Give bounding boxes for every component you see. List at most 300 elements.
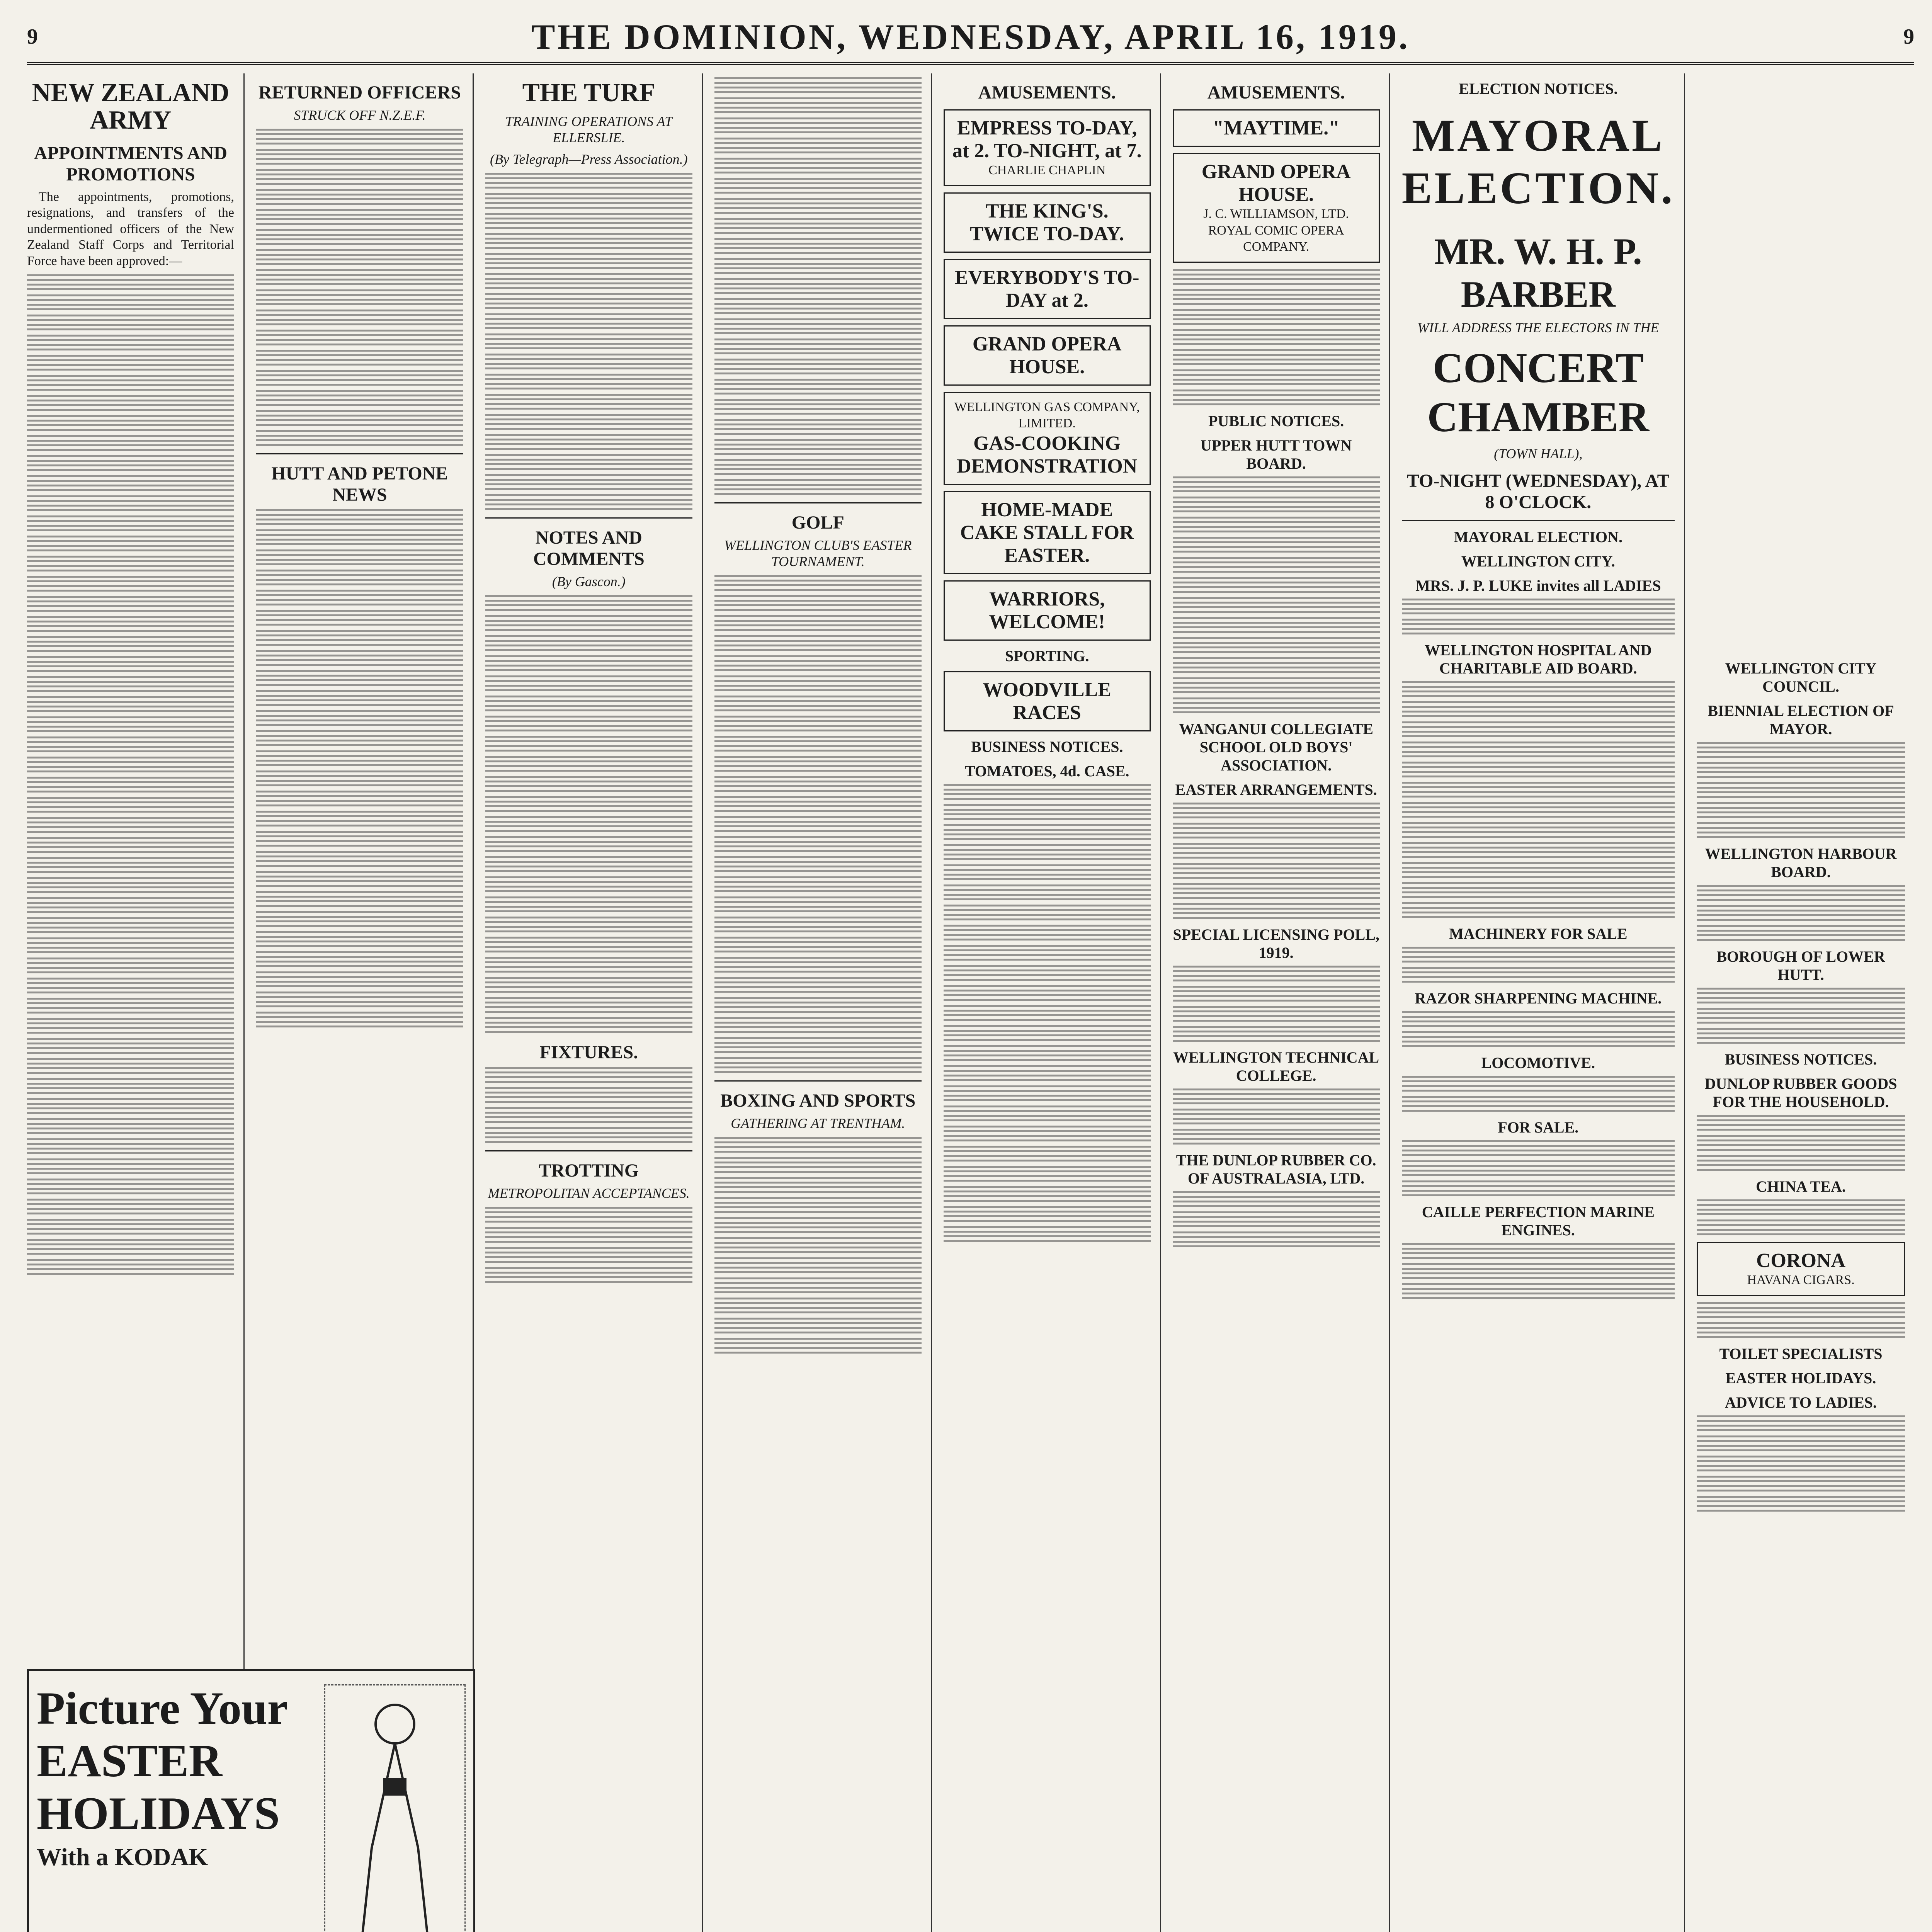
text-block — [485, 896, 692, 913]
text-block — [714, 158, 922, 174]
kodak-holidays: HOLIDAYS — [37, 1787, 280, 1839]
text-block — [714, 258, 922, 274]
masthead-title: THE DOMINION, WEDNESDAY, APRIL 16, 1919. — [531, 17, 1410, 56]
text-block — [714, 635, 922, 651]
chaplin-line: CHARLIE CHAPLIN — [988, 163, 1106, 177]
caille-heading: CAILLE PERFECTION MARINE ENGINES. — [1422, 1203, 1655, 1239]
text-block — [714, 1197, 922, 1213]
text-block — [27, 797, 234, 813]
text-block — [485, 876, 692, 893]
text-block — [485, 1247, 692, 1263]
text-block — [1173, 986, 1380, 1002]
text-block — [27, 1239, 234, 1255]
text-block — [1697, 782, 1905, 798]
text-block — [944, 1105, 1151, 1122]
column-amusements-a — [944, 73, 1161, 1932]
divider — [485, 517, 692, 519]
turf-heading: THE TURF — [522, 78, 656, 107]
press-byline: (By Telegraph—Press Association.) — [490, 151, 688, 167]
text-block — [1173, 843, 1380, 859]
text-block — [1173, 1088, 1380, 1105]
text-block — [256, 851, 463, 867]
text-block — [1402, 1263, 1675, 1279]
acceptances-heading: METROPOLITAN ACCEPTANCES. — [488, 1185, 690, 1201]
text-block — [27, 937, 234, 954]
text-block — [714, 957, 922, 973]
text-block — [485, 977, 692, 993]
text-block — [1173, 329, 1380, 345]
gas-company: WELLINGTON GAS COMPANY, LIMITED. — [954, 400, 1140, 430]
text-block — [1173, 537, 1380, 553]
text-block — [1173, 1129, 1380, 1145]
everybodys-title: EVERYBODY'S TO-DAY at 2. — [955, 266, 1139, 311]
dunlop-heading: THE DUNLOP RUBBER CO. OF AUSTRALASIA, LTD. — [1176, 1151, 1376, 1187]
corona-title: CORONA — [1756, 1250, 1846, 1272]
kodak-easter: EASTER — [37, 1735, 223, 1786]
text-block — [1173, 1006, 1380, 1022]
text-block — [714, 77, 922, 94]
text-block — [1173, 617, 1380, 633]
text-block — [27, 596, 234, 612]
text-block — [485, 253, 692, 269]
text-block — [1402, 599, 1675, 615]
column-returned — [256, 73, 474, 1932]
woodville-ad — [944, 671, 1151, 731]
wanganui-heading: WANGANUI COLLEGIATE SCHOOL OLD BOYS' ASSOCIATION. — [1179, 720, 1373, 774]
town-hall: (TOWN HALL), — [1494, 446, 1583, 461]
text-block — [944, 1065, 1151, 1082]
amusements-heading: AMUSEMENTS. — [978, 82, 1116, 103]
cake-stall-title: HOME-MADE CAKE STALL FOR EASTER. — [960, 498, 1134, 566]
text-block — [714, 1318, 922, 1334]
text-block — [714, 318, 922, 335]
text-block — [27, 616, 234, 632]
text-block — [485, 836, 692, 852]
text-block — [485, 997, 692, 1013]
text-block — [485, 736, 692, 752]
grand-opera-title: GRAND OPERA HOUSE. — [1201, 161, 1351, 206]
luke-heading: MRS. J. P. LUKE invites all LADIES — [1415, 577, 1661, 594]
text-block — [256, 911, 463, 927]
divider — [714, 1080, 922, 1082]
text-block — [256, 410, 463, 426]
text-block — [714, 1277, 922, 1294]
text-block — [256, 730, 463, 747]
text-block — [1173, 517, 1380, 533]
kings-ad — [944, 192, 1151, 253]
trentham-heading: GATHERING AT TRENTHAM. — [731, 1116, 905, 1131]
text-block — [944, 1166, 1151, 1182]
text-block — [714, 836, 922, 852]
maytime-title: "MAYTIME." — [1213, 117, 1340, 139]
text-block — [256, 971, 463, 988]
hospital-heading: WELLINGTON HOSPITAL AND CHARITABLE AID BOARD. — [1425, 641, 1652, 677]
text-block — [1697, 1008, 1905, 1024]
text-block — [1402, 862, 1675, 878]
appointments-lead: The appointments, promotions, resignations, and transfers of the undermentioned officers of the New Zealand Staff Corps and Territorial Force have been approved:— — [27, 189, 234, 268]
text-block — [1173, 1211, 1380, 1228]
text-block — [485, 273, 692, 289]
kings-title: THE KING'S. TWICE TO-DAY. — [970, 200, 1124, 245]
gas-ad — [944, 392, 1151, 485]
text-block — [714, 439, 922, 455]
text-block — [27, 877, 234, 893]
text-block — [485, 414, 692, 430]
text-block — [944, 804, 1151, 820]
text-block — [714, 595, 922, 611]
text-block — [714, 1257, 922, 1274]
text-block — [485, 1267, 692, 1283]
text-block — [1402, 701, 1675, 718]
text-block — [944, 905, 1151, 921]
text-block — [1173, 657, 1380, 673]
text-block — [256, 549, 463, 566]
text-block — [714, 338, 922, 355]
text-block — [485, 313, 692, 330]
text-block — [27, 636, 234, 652]
text-block — [1402, 1011, 1675, 1027]
text-block — [27, 1058, 234, 1074]
masthead — [27, 12, 1914, 65]
text-block — [27, 1018, 234, 1034]
text-block — [1402, 967, 1675, 983]
text-block — [485, 374, 692, 390]
text-block — [944, 1226, 1151, 1242]
text-block — [1697, 1219, 1905, 1236]
text-block — [256, 871, 463, 887]
text-block — [1402, 762, 1675, 778]
text-block — [485, 776, 692, 792]
text-block — [256, 831, 463, 847]
text-block — [256, 951, 463, 968]
text-block — [1402, 882, 1675, 898]
maytime-ad — [1173, 109, 1380, 147]
warriors-ad — [944, 580, 1151, 641]
text-block — [256, 770, 463, 787]
text-block — [485, 293, 692, 310]
column-election-a — [1402, 73, 1685, 1932]
golf-heading: GOLF — [791, 512, 844, 533]
text-block — [485, 233, 692, 249]
text-block — [714, 1157, 922, 1173]
trotting-heading: TROTTING — [539, 1160, 639, 1181]
china-tea-heading: CHINA TEA. — [1756, 1178, 1846, 1195]
text-block — [714, 1298, 922, 1314]
empress-ad — [944, 109, 1151, 186]
text-block — [256, 610, 463, 626]
text-block — [1402, 1180, 1675, 1197]
fixtures-heading: FIXTURES. — [539, 1042, 638, 1063]
text-block — [256, 289, 463, 306]
grand-opera-ad — [1173, 153, 1380, 263]
text-block — [944, 1005, 1151, 1021]
locomotive-heading: LOCOMOTIVE. — [1481, 1054, 1595, 1071]
text-block — [714, 238, 922, 254]
text-block — [27, 736, 234, 753]
text-block — [714, 1037, 922, 1053]
text-block — [1173, 577, 1380, 593]
text-block — [485, 856, 692, 872]
text-block — [256, 710, 463, 726]
text-block — [1173, 823, 1380, 839]
mayoral-election-banner: MAYORAL ELECTION. — [1401, 110, 1675, 213]
text-block — [27, 978, 234, 994]
text-block — [27, 294, 234, 311]
text-block — [256, 129, 463, 145]
text-block — [1697, 925, 1905, 941]
divider — [485, 1150, 692, 1151]
page-number-left: 9 — [27, 25, 38, 49]
text-block — [485, 193, 692, 209]
text-block — [1173, 269, 1380, 285]
text-block — [27, 716, 234, 733]
text-block — [485, 434, 692, 450]
text-block — [1697, 802, 1905, 818]
text-block — [714, 917, 922, 933]
text-block — [256, 169, 463, 185]
toilet-heading: TOILET SPECIALISTS — [1719, 1345, 1883, 1362]
text-block — [1402, 1283, 1675, 1299]
text-block — [714, 117, 922, 134]
notes-heading: NOTES AND COMMENTS — [533, 527, 645, 570]
tonight-line: TO-NIGHT (WEDNESDAY), AT 8 O'CLOCK. — [1406, 471, 1670, 512]
text-block — [1173, 1026, 1380, 1042]
text-block — [485, 474, 692, 490]
text-block — [27, 576, 234, 592]
text-block — [27, 1259, 234, 1275]
text-block — [1697, 1302, 1905, 1318]
text-block — [485, 675, 692, 692]
text-block — [1402, 1160, 1675, 1177]
text-block — [1173, 597, 1380, 613]
text-block — [485, 1087, 692, 1103]
text-block — [1697, 905, 1905, 921]
column-golf — [714, 73, 932, 1932]
text-block — [944, 824, 1151, 840]
text-block — [27, 335, 234, 351]
text-block — [485, 454, 692, 470]
text-block — [944, 1146, 1151, 1162]
text-block — [714, 379, 922, 395]
text-block — [256, 370, 463, 386]
text-block — [27, 656, 234, 672]
text-block — [1173, 883, 1380, 899]
text-block — [714, 876, 922, 893]
text-block — [714, 655, 922, 672]
column-election-b — [1697, 73, 1914, 1932]
woodville-title: WOODVILLE RACES — [983, 679, 1111, 724]
text-block — [27, 837, 234, 853]
technical-college-heading: WELLINGTON TECHNICAL COLLEGE. — [1173, 1048, 1379, 1084]
text-block — [1173, 1109, 1380, 1125]
barber-name: MR. W. H. P. BARBER — [1434, 231, 1642, 315]
text-block — [1697, 988, 1905, 1004]
easter-arrangements-heading: EASTER ARRANGEMENTS. — [1175, 781, 1377, 798]
text-block — [256, 209, 463, 225]
appointments-heading: APPOINTMENTS AND PROMOTIONS — [34, 143, 227, 185]
boxing-heading: BOXING AND SPORTS — [720, 1090, 916, 1111]
text-block — [485, 796, 692, 812]
text-block — [256, 229, 463, 245]
text-block — [714, 479, 922, 495]
biennial-heading: BIENNIAL ELECTION OF MAYOR. — [1708, 702, 1894, 738]
text-block — [1402, 902, 1675, 918]
text-block — [256, 189, 463, 205]
text-block — [714, 1017, 922, 1033]
text-block — [27, 274, 234, 291]
text-block — [1697, 1028, 1905, 1044]
text-block — [714, 298, 922, 315]
text-block — [27, 515, 234, 532]
text-block — [485, 494, 692, 510]
text-block — [485, 1227, 692, 1243]
text-block — [714, 97, 922, 114]
for-sale-heading: FOR SALE. — [1498, 1119, 1579, 1136]
text-block — [714, 1338, 922, 1354]
text-block — [485, 333, 692, 350]
text-block — [714, 896, 922, 913]
text-block — [1173, 369, 1380, 386]
mayoral-election-2: MAYORAL ELECTION. — [1454, 528, 1623, 546]
text-block — [1697, 1199, 1905, 1216]
text-block — [1697, 1456, 1905, 1472]
tomatoes-heading: TOMATOES, 4d. CASE. — [964, 762, 1129, 780]
army-heading: NEW ZEALAND ARMY — [32, 78, 230, 135]
text-block — [944, 1085, 1151, 1102]
text-block — [714, 1217, 922, 1233]
page-number-right: 9 — [1903, 25, 1914, 49]
everybodys-ad — [944, 259, 1151, 319]
text-block — [1173, 697, 1380, 714]
text-block — [1697, 762, 1905, 778]
text-block — [1402, 1076, 1675, 1092]
empress-title: EMPRESS TO-DAY, at 2. TO-NIGHT, at 7. — [952, 117, 1142, 162]
text-block — [256, 992, 463, 1008]
text-block — [714, 816, 922, 832]
text-block — [944, 1206, 1151, 1222]
text-block — [714, 359, 922, 375]
text-block — [485, 696, 692, 712]
text-block — [27, 556, 234, 572]
text-block — [1697, 1476, 1905, 1492]
text-block — [27, 1098, 234, 1114]
text-block — [1697, 1435, 1905, 1452]
text-block — [1697, 822, 1905, 838]
text-block — [714, 997, 922, 1013]
text-block — [1697, 1322, 1905, 1338]
text-block — [1402, 782, 1675, 798]
royal-comic-line: ROYAL COMIC OPERA COMPANY. — [1208, 223, 1344, 254]
text-block — [27, 897, 234, 913]
text-block — [485, 1207, 692, 1223]
text-block — [256, 529, 463, 546]
text-block — [1173, 637, 1380, 653]
text-block — [1402, 1031, 1675, 1048]
text-block — [714, 937, 922, 953]
text-block — [27, 435, 234, 451]
column-grid — [27, 73, 1914, 1932]
grand-title: GRAND OPERA HOUSE. — [972, 333, 1122, 378]
returned-heading: RETURNED OFFICERS — [258, 82, 461, 103]
text-block — [1173, 389, 1380, 406]
text-block — [256, 509, 463, 526]
text-block — [485, 937, 692, 953]
concert-chamber: CONCERT CHAMBER — [1427, 344, 1650, 440]
text-block — [27, 1219, 234, 1235]
text-block — [27, 375, 234, 391]
text-block — [714, 459, 922, 475]
text-block — [485, 354, 692, 370]
text-block — [714, 1057, 922, 1073]
text-block — [714, 796, 922, 812]
banner-spacer — [1697, 73, 1905, 653]
text-block — [485, 595, 692, 611]
text-block — [256, 791, 463, 807]
text-block — [1173, 497, 1380, 513]
text-block — [485, 213, 692, 229]
cake-stall-ad — [944, 491, 1151, 574]
text-block — [256, 269, 463, 286]
text-block — [714, 178, 922, 194]
text-block — [944, 864, 1151, 881]
text-block — [27, 696, 234, 713]
training-heading: TRAINING OPERATIONS AT ELLERSLIE. — [505, 114, 673, 146]
grand-ad — [944, 325, 1151, 386]
text-block — [1402, 1096, 1675, 1112]
text-block — [1402, 822, 1675, 838]
text-block — [714, 1177, 922, 1193]
text-block — [27, 495, 234, 512]
text-block — [27, 817, 234, 833]
text-block — [27, 415, 234, 431]
text-block — [256, 891, 463, 907]
text-block — [27, 1138, 234, 1155]
text-block — [256, 310, 463, 326]
text-block — [714, 575, 922, 591]
text-block — [714, 198, 922, 214]
text-block — [944, 945, 1151, 961]
text-block — [714, 756, 922, 772]
text-block — [27, 455, 234, 471]
text-block — [256, 570, 463, 586]
text-block — [27, 536, 234, 552]
text-block — [27, 857, 234, 873]
text-block — [485, 655, 692, 672]
struck-off-heading: STRUCK OFF N.Z.E.F. — [294, 107, 426, 123]
text-block — [27, 355, 234, 371]
column-amusements-b — [1173, 73, 1390, 1932]
text-block — [1173, 476, 1380, 493]
text-block — [1173, 677, 1380, 694]
wellington-city-heading: WELLINGTON CITY. — [1461, 553, 1615, 570]
text-block — [485, 756, 692, 772]
text-block — [714, 736, 922, 752]
text-block — [256, 390, 463, 406]
text-block — [944, 1045, 1151, 1061]
upper-hutt-heading: UPPER HUTT TOWN BOARD. — [1201, 436, 1352, 472]
woman-figure-icon — [337, 1693, 453, 1932]
amusements-heading-2: AMUSEMENTS. — [1207, 82, 1345, 103]
text-block — [1697, 1135, 1905, 1151]
text-block — [714, 716, 922, 732]
column-army — [27, 73, 245, 1932]
divider — [256, 453, 463, 454]
gascon-byline: (By Gascon.) — [552, 574, 626, 590]
text-block — [1173, 289, 1380, 305]
text-block — [485, 1067, 692, 1083]
text-block — [256, 330, 463, 346]
text-block — [1173, 1231, 1380, 1248]
